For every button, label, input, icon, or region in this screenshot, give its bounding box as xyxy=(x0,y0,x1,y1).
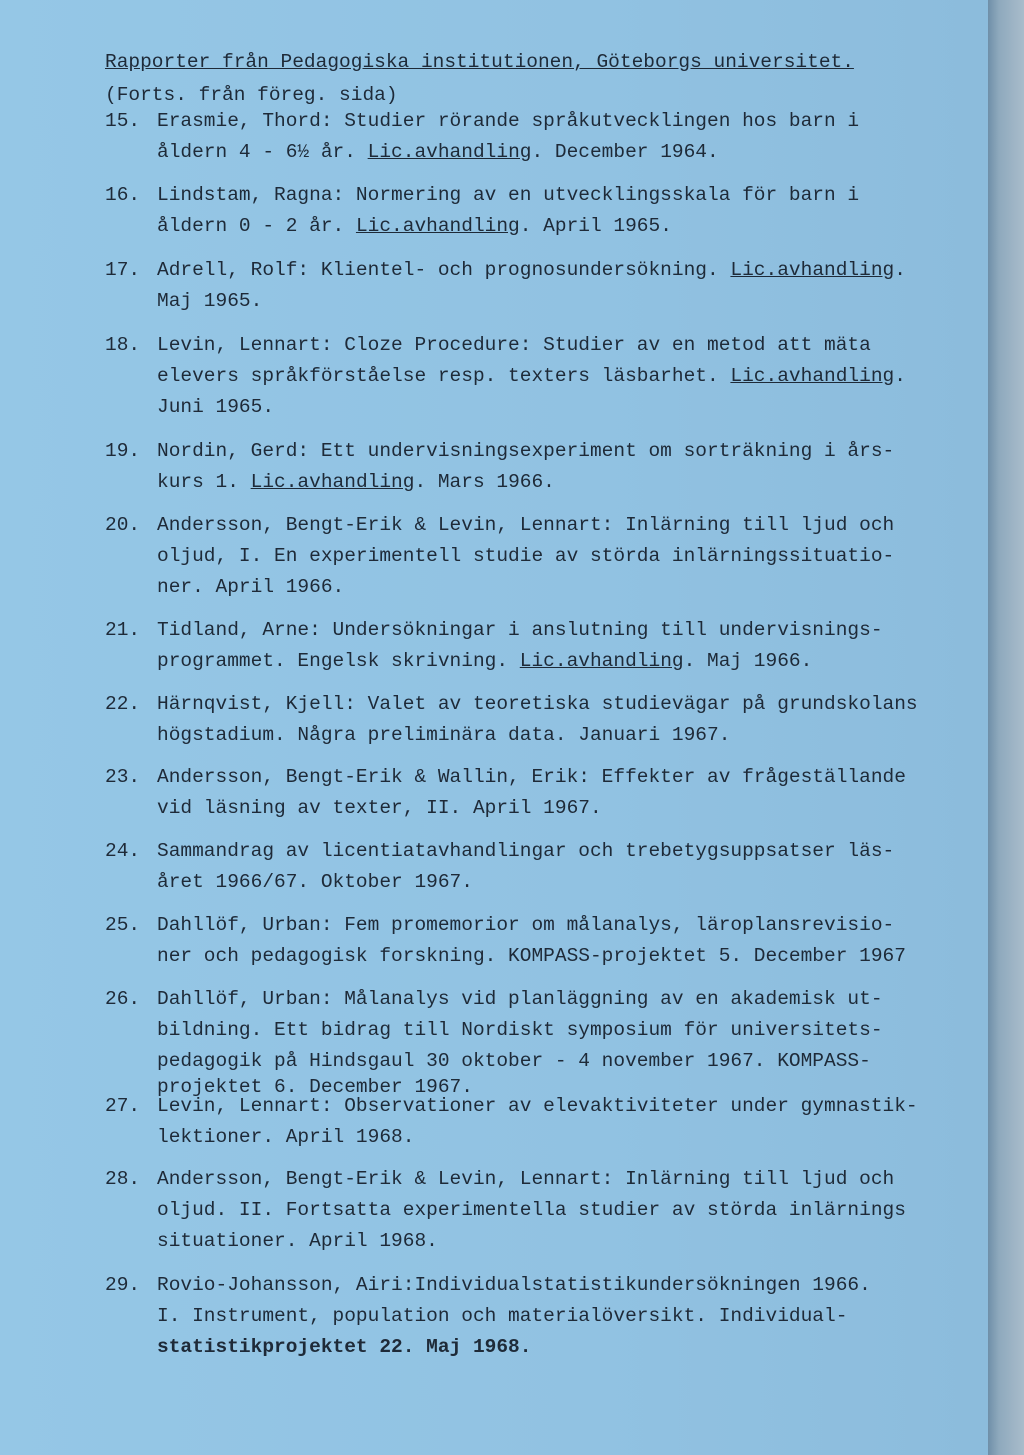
item-number: 20. xyxy=(105,514,141,536)
item-number: 22. xyxy=(105,693,141,715)
line-text: programmet. Engelsk skrivning. xyxy=(157,650,520,672)
lic-avhandling-label: Lic.avhandling xyxy=(355,215,520,237)
item-number: 23. xyxy=(105,766,141,788)
list-item xyxy=(105,106,859,168)
item-number: 28. xyxy=(105,1168,141,1190)
page-edge xyxy=(988,0,1024,1455)
line-text: . Mars 1966. xyxy=(414,471,555,493)
item-text-line: Rovio-Johansson, Airi:Individualstatistikundersökningen 1966. xyxy=(157,1274,871,1296)
item-text-line: Dahllöf, Urban: Fem promemorior om målanalys, läroplansrevisio- xyxy=(157,914,895,936)
list-item xyxy=(105,836,894,898)
item-text-line: ner och pedagogisk forskning. KOMPASS-projektet 5. December 1967 xyxy=(157,945,906,967)
item-number: 29. xyxy=(105,1274,141,1296)
list-item xyxy=(105,510,894,603)
line-text: . April 1965. xyxy=(519,215,672,237)
list-item xyxy=(105,615,883,677)
lic-avhandling-label: Lic.avhandling xyxy=(730,365,895,387)
item-text-line: pedagogik på Hindsgaul 30 oktober - 4 november 1967. KOMPASS- xyxy=(157,1050,871,1072)
list-item xyxy=(105,255,906,317)
item-text-line: Levin, Lennart: Cloze Procedure: Studier av en metod att mäta xyxy=(157,334,871,356)
item-text-line: Tidland, Arne: Undersökningar i anslutning till undervisnings- xyxy=(157,619,883,641)
item-number: 16. xyxy=(105,184,141,206)
report-title: Rapporter från Pedagogiska institutionen, Göteborgs universitet. xyxy=(105,51,854,73)
lic-avhandling-label: Lic.avhandling xyxy=(250,471,415,493)
line-text: åldern 0 - 2 år. xyxy=(157,215,356,237)
item-text-line xyxy=(157,467,894,498)
item-text-line: lektioner. April 1968. xyxy=(157,1126,415,1148)
lic-avhandling-label: Lic.avhandling xyxy=(519,650,684,672)
item-text-line xyxy=(157,255,906,286)
document-body xyxy=(105,46,985,1358)
item-number: 21. xyxy=(105,619,141,641)
list-item xyxy=(105,689,918,751)
item-number: 17. xyxy=(105,259,141,281)
item-text-line: bildning. Ett bidrag till Nordiskt symposium för universitets- xyxy=(157,1019,883,1041)
line-text: . Maj 1966. xyxy=(683,650,813,672)
item-text-line: projektet 6. December 1967. xyxy=(157,1076,473,1098)
list-item xyxy=(105,180,859,242)
list-item xyxy=(105,436,894,498)
line-text: kurs 1. xyxy=(157,471,251,493)
report-header xyxy=(105,46,985,112)
item-text-line: Andersson, Bengt-Erik & Wallin, Erik: Effekter av frågeställande xyxy=(157,766,906,788)
item-number: 25. xyxy=(105,914,141,936)
list-item xyxy=(105,1164,906,1257)
item-text-line xyxy=(157,361,906,392)
list-item xyxy=(105,762,906,824)
item-number: 27. xyxy=(105,1095,141,1117)
line-text: . xyxy=(894,365,906,387)
item-text-line: året 1966/67. Oktober 1967. xyxy=(157,871,473,893)
item-text-line xyxy=(157,211,859,242)
item-text-line: Härnqvist, Kjell: Valet av teoretiska studievägar på grundskolans xyxy=(157,693,918,715)
item-text-line: Nordin, Gerd: Ett undervisningsexperiment om sorträkning i års- xyxy=(157,440,895,462)
item-text-line: I. Instrument, population och materialöversikt. Individual- xyxy=(157,1305,848,1327)
item-text-line: situationer. April 1968. xyxy=(157,1230,438,1252)
item-text-line xyxy=(157,137,859,168)
line-text: Adrell, Rolf: Klientel- och prognosundersökning. xyxy=(157,259,731,281)
item-text-line: högstadium. Några preliminära data. Januari 1967. xyxy=(157,724,731,746)
item-number: 19. xyxy=(105,440,141,462)
line-text: . December 1964. xyxy=(531,141,719,163)
item-text-line: statistikprojektet 22. Maj 1968. xyxy=(157,1336,532,1358)
item-text-line: Erasmie, Thord: Studier rörande språkutvecklingen hos barn i xyxy=(157,110,860,132)
item-text-line: oljud. II. Fortsatta experimentella studier av störda inlärnings xyxy=(157,1199,906,1221)
item-number: 15. xyxy=(105,110,141,132)
list-item xyxy=(105,984,883,1097)
item-text-line: ner. April 1966. xyxy=(157,576,345,598)
item-text-line: Andersson, Bengt-Erik & Levin, Lennart: Inlärning till ljud och xyxy=(157,514,895,536)
item-text-line xyxy=(157,646,883,677)
lic-avhandling-label: Lic.avhandling xyxy=(730,259,895,281)
item-number: 26. xyxy=(105,988,141,1010)
list-item xyxy=(105,1091,918,1153)
item-text-line: Maj 1965. xyxy=(157,290,263,312)
item-text-line: Andersson, Bengt-Erik & Levin, Lennart: Inlärning till ljud och xyxy=(157,1168,895,1190)
item-text-line: Dahllöf, Urban: Målanalys vid planläggning av en akademisk ut- xyxy=(157,988,883,1010)
list-item xyxy=(105,330,906,423)
line-text: elevers språkförståelse resp. texters läsbarhet. xyxy=(157,365,731,387)
item-number: 18. xyxy=(105,334,141,356)
item-text-line: vid läsning av texter, II. April 1967. xyxy=(157,797,602,819)
item-text-line: Levin, Lennart: Observationer av elevaktiviteter under gymnastik- xyxy=(157,1095,918,1117)
lic-avhandling-label: Lic.avhandling xyxy=(367,141,532,163)
line-text: . xyxy=(894,259,906,281)
item-number: 24. xyxy=(105,840,141,862)
continuation-note: (Forts. från föreg. sida) xyxy=(105,84,398,106)
list-item xyxy=(105,910,906,972)
item-text-line: oljud, I. En experimentell studie av störda inlärningssituatio- xyxy=(157,545,895,567)
item-text-line: Sammandrag av licentiatavhandlingar och trebetygsuppsatser läs- xyxy=(157,840,895,862)
list-item xyxy=(105,1270,871,1363)
line-text: åldern 4 - 6½ år. xyxy=(157,141,368,163)
item-text-line: Juni 1965. xyxy=(157,396,275,418)
item-text-line: Lindstam, Ragna: Normering av en utvecklingsskala för barn i xyxy=(157,184,860,206)
